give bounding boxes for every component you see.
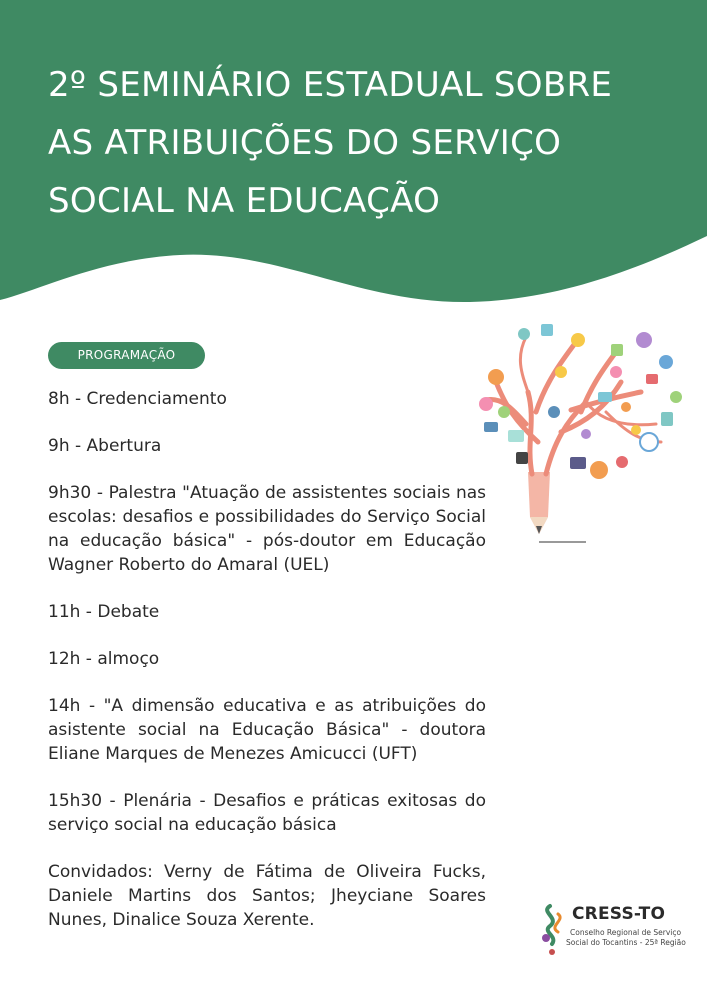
program-item: 12h - almoço xyxy=(48,649,160,669)
logo-name: CRESS-TO xyxy=(572,904,666,924)
program-item: 8h - Credenciamento xyxy=(48,389,227,409)
program-item: Convidados: Verny de Fátima de Oliveira Fucks, Daniele Martins dos Santos; Jheyciane Soares Nunes, Dinalice Souza Xerente. xyxy=(48,862,486,930)
title-line-3: SOCIAL NA EDUCAÇÃO xyxy=(48,181,441,221)
title-line-1: 2º SEMINÁRIO ESTADUAL SOBRE xyxy=(48,65,613,105)
header-banner xyxy=(0,0,707,330)
program-item: 9h30 - Palestra "Atuação de assistentes sociais nas escolas: desafios e possibilidades do Serviço Social na educação básica" - pós-doutor em Educação Wagner Roberto do Amaral (UEL) xyxy=(48,483,486,575)
cress-to-logo xyxy=(538,900,698,960)
program-list xyxy=(48,387,486,955)
cress-logo-mark-icon xyxy=(538,900,568,960)
title-line-2: AS ATRIBUIÇÕES DO SERVIÇO xyxy=(48,123,562,163)
pencil-tree-icon xyxy=(466,312,696,552)
logo-subtitle: Conselho Regional de Serviço xyxy=(570,928,682,937)
logo-subtitle: Social do Tocantins - 25ª Região xyxy=(566,938,686,947)
program-item: 14h - "A dimensão educativa e as atribuições do asistente social na Educação Básica" - doutora Eliane Marques de Menezes Amicucci (UFT) xyxy=(48,696,486,764)
program-item: 9h - Abertura xyxy=(48,436,162,456)
program-item: 11h - Debate xyxy=(48,602,160,622)
page-title xyxy=(48,56,688,230)
programacao-badge: PROGRAMAÇÃO xyxy=(48,342,205,369)
program-item: 15h30 - Plenária - Desafios e práticas exitosas do serviço social na educação básica xyxy=(48,791,486,835)
